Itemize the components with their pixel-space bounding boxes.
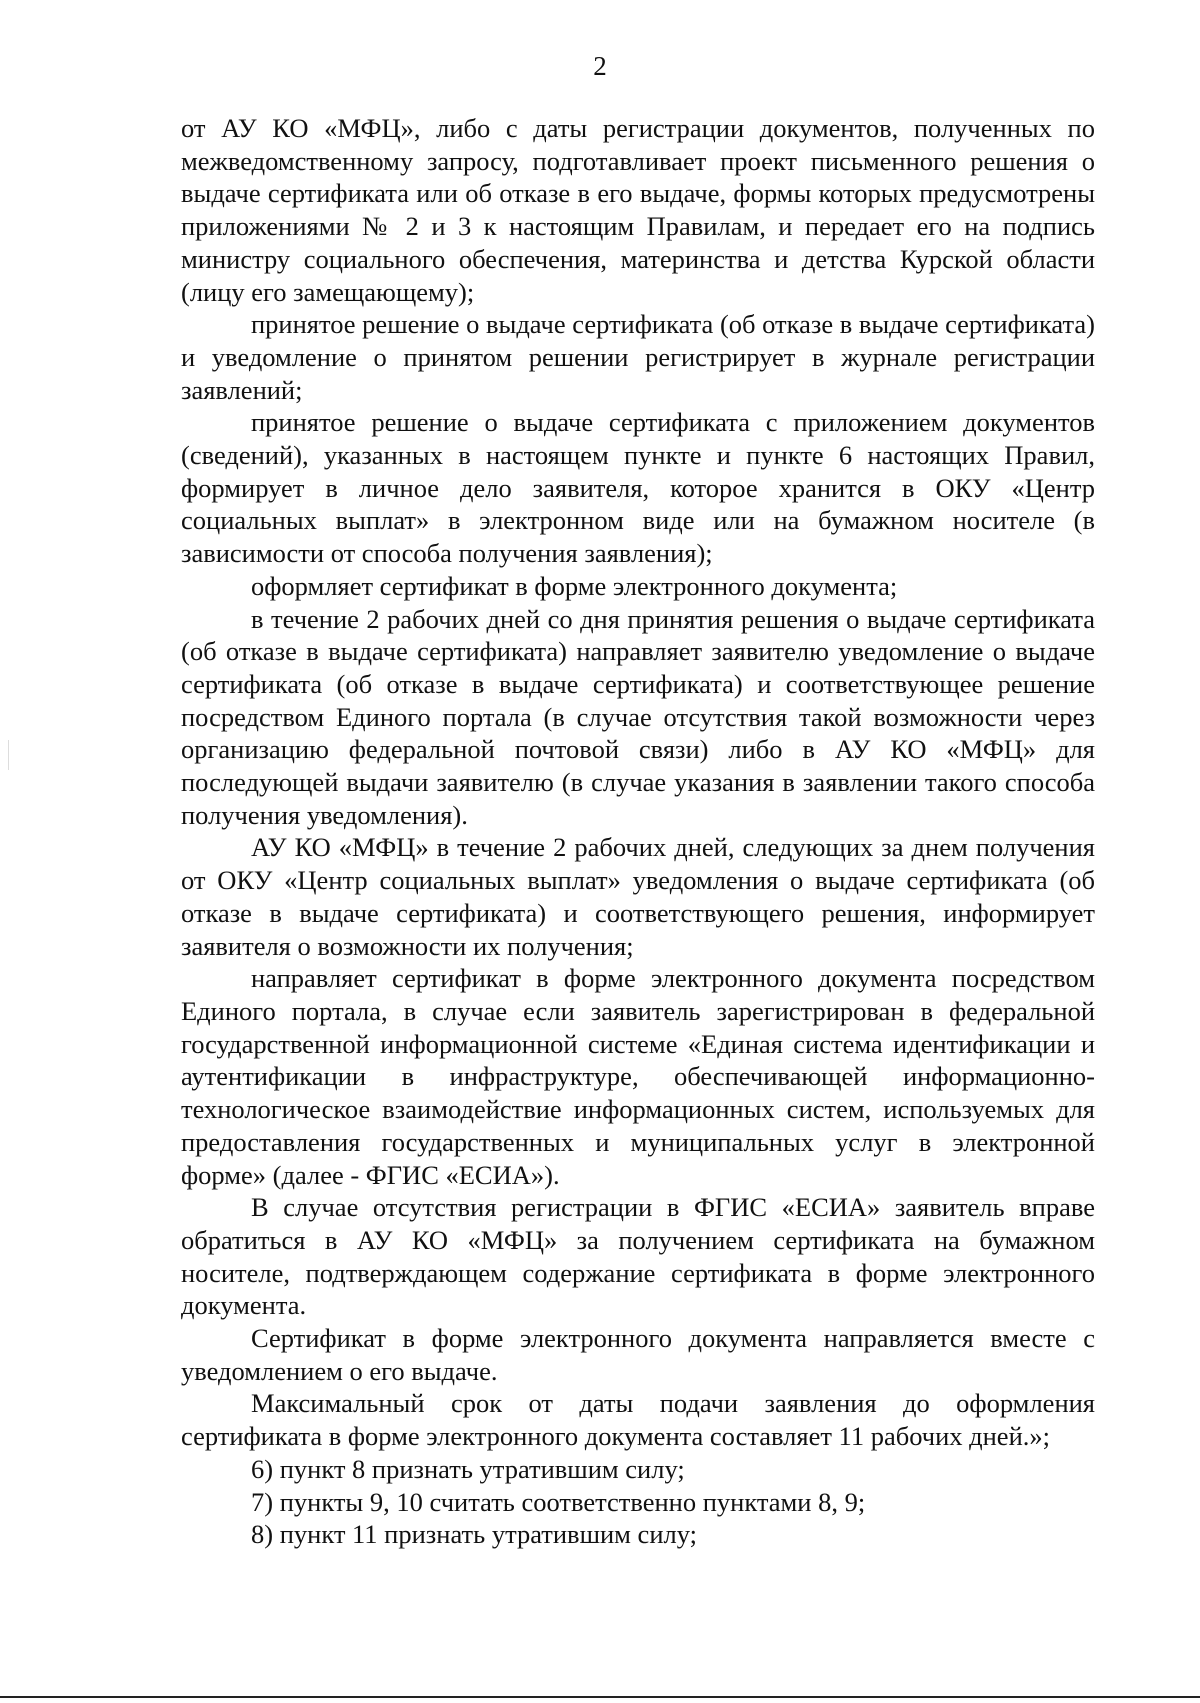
paragraph: АУ КО «МФЦ» в течение 2 рабочих дней, следующих за днем получения от ОКУ «Центр социальных выплат» уведомления о выдаче сертификата (об отказе в выдаче сертификата) и соответствующего решения, информирует заявителя о возможности их получения; (181, 832, 1095, 961)
paragraph: принятое решение о выдаче сертификата (об отказе в выдаче сертификата) и уведомление о принятом решении регистрирует в журнале регистрации заявлений; (181, 309, 1095, 405)
paragraph: Максимальный срок от даты подачи заявления до оформления сертификата в форме электронного документа составляет 11 рабочих дней.»; (181, 1388, 1095, 1452)
paragraph: В случае отсутствия регистрации в ФГИС «ЕСИА» заявитель вправе обратиться в АУ КО «МФЦ» за получением сертификата на бумажном носителе, подтверждающем содержание сертификата в форме электронного документа. (181, 1192, 1095, 1321)
list-item: 8) пункт 11 признать утратившим силу; (251, 1519, 697, 1550)
list-item: 6) пункт 8 признать утратившим силу; (251, 1453, 685, 1484)
scan-margin-mark (8, 740, 9, 770)
paragraph: направляет сертификат в форме электронного документа посредством Единого портала, в случае если заявитель зарегистрирован в федеральной государственной информационной системе «Единая система идентификации и аутентификации в инфраструктуре, обеспечивающей информационно-технологическое взаимодействие информационных систем, используемых для предоставления государственных и муниципальных услуг в электронной форме» (далее - ФГИС «ЕСИА»). (181, 963, 1095, 1190)
paragraph: Сертификат в форме электронного документа направляется вместе с уведомлением о его выдаче. (181, 1323, 1095, 1386)
page-number: 2 (593, 51, 607, 81)
document-body (181, 112, 1095, 1551)
paragraph: принятое решение о выдаче сертификата с приложением документов (сведений), указанных в настоящем пункте и пункте 6 настоящих Правил, формирует в личное дело заявителя, которое хранится в ОКУ «Центр социальных выплат» в электронном виде или на бумажном носителе (в зависимости от способа получения заявления); (181, 407, 1095, 569)
paragraph: в течение 2 рабочих дней со дня принятия решения о выдаче сертификата (об отказе в выдаче сертификата) направляет заявителю уведомление о выдаче сертификата (об отказе в выдаче сертификата) и соответствующее решение посредством Единого портала (в случае отсутствия такой возможности через организацию федеральной почтовой связи) либо в АУ КО «МФЦ» для последующей выдачи заявителю (в случае указания в заявлении такого способа получения уведомления). (181, 603, 1095, 830)
paragraph: оформляет сертификат в форме электронного документа; (251, 570, 898, 601)
paragraph: от АУ КО «МФЦ», либо с даты регистрации документов, полученных по межведомственному запросу, подготавливает проект письменного решения о выдаче сертификата или об отказе в его выдаче, формы которых предусмотрены приложениями № 2 и 3 к настоящим Правилам, и передает его на подпись министру социального обеспечения, материнства и детства Курской области (лицу его замещающему); (181, 113, 1095, 307)
list-item: 7) пункты 9, 10 считать соответственно пунктами 8, 9; (251, 1486, 866, 1517)
scan-bottom-edge (0, 1696, 1200, 1698)
